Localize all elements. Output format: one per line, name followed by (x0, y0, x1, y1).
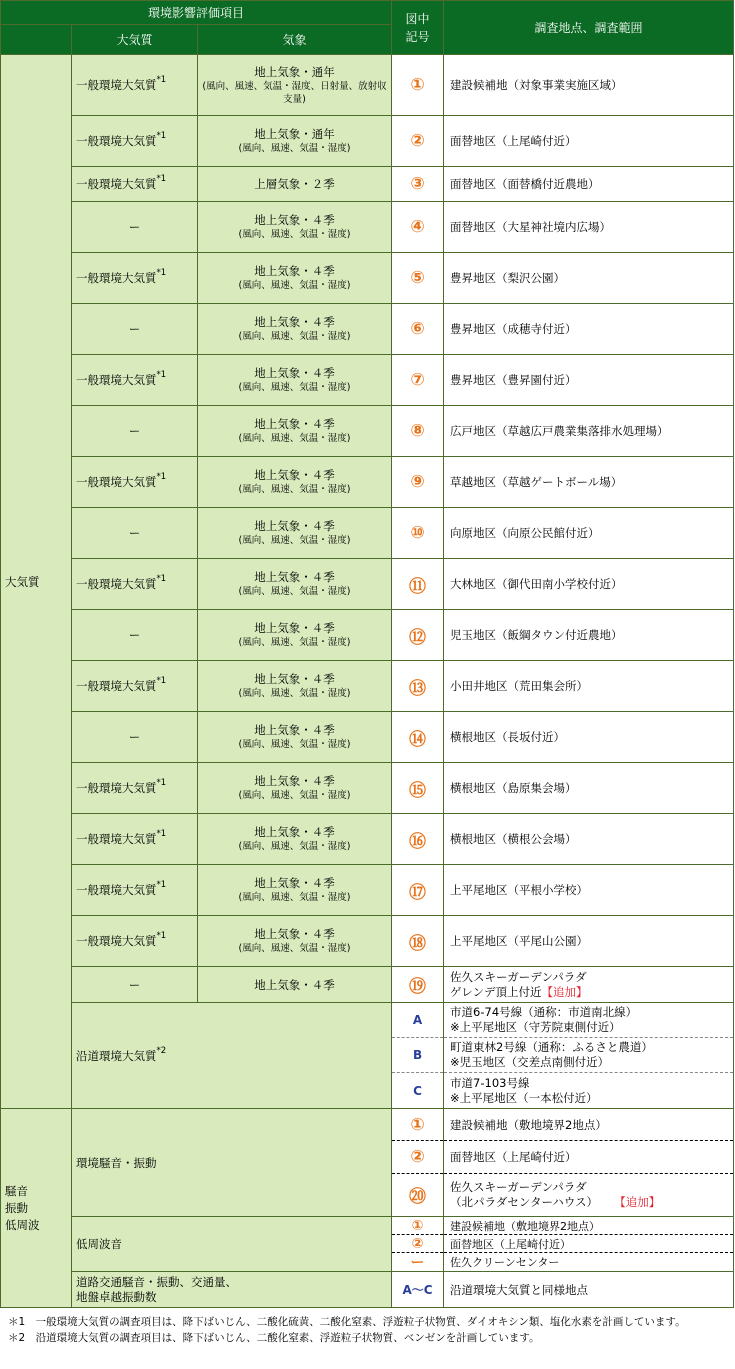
footnote-ref: *1 (156, 778, 167, 788)
observation-label: 地上気象・通年 (254, 64, 335, 79)
footnote-ref: *1 (156, 880, 167, 890)
map-mark: ② (392, 116, 444, 167)
weather-observation (198, 661, 392, 712)
air-quality-label: 一般環境大気質 (76, 271, 157, 285)
survey-location: 面替地区（面替橋付近農地） (444, 167, 734, 202)
air-quality-label: 一般環境大気質 (76, 577, 157, 591)
weather-observation (198, 55, 392, 116)
weather-observation (198, 304, 392, 355)
header-air-quality: 大気質 (72, 25, 198, 55)
weather-observation (198, 559, 392, 610)
table-row (1, 355, 734, 406)
air-quality-type (72, 712, 198, 763)
header-location: 調査地点、調査範囲 (444, 1, 734, 55)
survey-location (444, 1073, 734, 1109)
header-mark-line1: 図中 (405, 11, 430, 26)
added-tag: 【追加】 (620, 1194, 661, 1209)
footnote-ref: *2 (156, 1045, 167, 1056)
survey-location-group (444, 1217, 734, 1272)
table-row (1, 1109, 734, 1217)
survey-location: 横根地区（横根公会場） (444, 814, 734, 865)
air-quality-label: ー (128, 424, 141, 438)
air-quality-type (72, 304, 198, 355)
map-mark: B (392, 1038, 444, 1073)
air-quality-label: 一般環境大気質 (76, 679, 157, 693)
air-quality-type (72, 457, 198, 508)
road-traffic-noise (72, 1272, 392, 1308)
map-mark: ⑮ (392, 763, 444, 814)
air-quality-type (72, 253, 198, 304)
table-row (1, 167, 734, 202)
location-line: ※児玉地区（交差点南側付近） (450, 1055, 610, 1069)
footnote-ref: *1 (156, 75, 167, 85)
weather-observation (198, 355, 392, 406)
table-row (1, 116, 734, 167)
survey-location (444, 1174, 733, 1216)
weather-observation (198, 457, 392, 508)
map-mark: ⑥ (392, 304, 444, 355)
weather-observation (198, 406, 392, 457)
location-line: 佐久スキーガーデンパラダ (450, 969, 587, 984)
survey-location: 佐久クリーンセンター (450, 1256, 560, 1269)
table-row (1, 55, 734, 116)
survey-location: 豊昇地区（成穂寺付近） (444, 304, 734, 355)
environmental-noise-vibration: 環境騒音・振動 (72, 1109, 392, 1217)
category-air-quality: 大気質 (1, 55, 72, 1109)
survey-location: 面替地区（上尾崎付近） (444, 1141, 733, 1174)
observation-items: (風向、風速、気温・湿度) (238, 943, 351, 954)
observation-label: 地上気象・４季 (254, 774, 335, 788)
air-quality-label: 一般環境大気質 (76, 781, 157, 795)
map-mark: ⑰ (392, 865, 444, 916)
observation-label: 地上気象・４季 (254, 519, 335, 533)
observation-label: 地上気象・４季 (254, 672, 335, 686)
map-mark: ⑤ (392, 253, 444, 304)
air-quality-type (72, 763, 198, 814)
map-mark: ① (392, 1110, 443, 1141)
map-mark: ⑭ (392, 712, 444, 763)
observation-items: (風向、風速、気温・湿度) (238, 484, 351, 495)
observation-items: (風向、風速、気温・湿度、日射量、放射収支量) (202, 80, 387, 105)
location-text: （北パラダセンターハウス） (450, 1194, 599, 1209)
observation-items: (風向、風速、気温・湿度) (238, 535, 351, 546)
air-quality-type (72, 355, 198, 406)
survey-location-group (444, 1109, 734, 1217)
map-mark: A (392, 1003, 444, 1038)
survey-location: 広戸地区（草越広戸農業集落排水処理場） (444, 406, 734, 457)
observation-items: (風向、風速、気温・湿度) (238, 586, 351, 597)
air-quality-type (72, 202, 198, 253)
weather-observation (198, 508, 392, 559)
low-frequency-sound: 低周波音 (72, 1217, 392, 1272)
observation-label: 地上気象・４季 (254, 213, 335, 227)
table-row (1, 202, 734, 253)
observation-label: 地上気象・４季 (254, 264, 335, 278)
category-noise: 騒音 振動 低周波 (1, 1109, 72, 1308)
observation-items: (風向、風速、気温・湿度) (238, 433, 351, 444)
table-row (1, 967, 734, 1003)
map-mark: ⑧ (392, 406, 444, 457)
weather-observation (198, 916, 392, 967)
air-quality-type (72, 406, 198, 457)
table-row (1, 1217, 734, 1272)
map-mark: ⑫ (392, 610, 444, 661)
table-row (1, 253, 734, 304)
air-quality-type (72, 916, 198, 967)
air-quality-type: ー (72, 967, 198, 1003)
air-quality-label: 一般環境大気質 (76, 177, 157, 191)
observation-label: 地上気象・４季 (254, 621, 335, 635)
header-assessment-items: 環境影響評価項目 (1, 1, 392, 25)
location-line: 市道6-74号線（通称：市道南北線） (450, 1005, 638, 1019)
weather-observation (198, 202, 392, 253)
location-line: 市道7-103号線 (450, 1075, 530, 1090)
footnote-ref: *1 (156, 268, 167, 278)
footnote-ref: *1 (156, 829, 167, 839)
traffic-label-line: 道路交通騒音・振動、交通量、 (76, 1274, 237, 1289)
table-row (1, 610, 734, 661)
map-mark: ① (392, 55, 444, 116)
footnote-1: ＊1 一般環境大気質の調査項目は、降下ばいじん、二酸化硫黄、二酸化窒素、浮遊粒子状物質、ダイオキシン類、塩化水素を計画しています。 (8, 1316, 686, 1328)
map-mark: ⑦ (392, 355, 444, 406)
map-mark: ⑲ (392, 967, 444, 1003)
weather-observation (198, 712, 392, 763)
observation-items: (風向、風速、気温・湿度) (238, 841, 351, 852)
observation-items: (風向、風速、気温・湿度) (238, 688, 351, 699)
air-quality-label: 一般環境大気質 (76, 832, 157, 846)
added-tag: 【追加】 (541, 984, 588, 999)
air-quality-type (72, 610, 198, 661)
survey-location: 沿道環境大気質と同様地点 (444, 1272, 734, 1308)
observation-items: (風向、風速、気温・湿度) (238, 143, 351, 154)
observation-items: (風向、風速、気温・湿度) (238, 382, 351, 393)
footnote-ref: *1 (156, 676, 167, 686)
survey-location: 大林地区（御代田南小学校付近） (444, 559, 734, 610)
survey-location (444, 1003, 734, 1038)
air-quality-label: ー (128, 220, 141, 234)
table-row (1, 916, 734, 967)
observation-label: 上層気象・２季 (254, 176, 335, 191)
roadside-air-quality (72, 1003, 392, 1109)
map-mark: ② (392, 1235, 443, 1253)
map-mark: A～C (392, 1272, 444, 1308)
table-row (1, 814, 734, 865)
air-quality-label: 一般環境大気質 (76, 475, 157, 489)
survey-location: 小田井地区（荒田集会所） (444, 661, 734, 712)
header-weather: 気象 (198, 25, 392, 55)
survey-location: 豊昇地区（梨沢公園） (444, 253, 734, 304)
air-quality-label: 一般環境大気質 (76, 934, 157, 948)
survey-location: 横根地区（長坂付近） (444, 712, 734, 763)
footnote-ref: *1 (156, 131, 167, 141)
table-row (1, 457, 734, 508)
observation-label: 地上気象・４季 (254, 366, 335, 380)
survey-location: 建設候補地（対象事業実施区域） (444, 55, 734, 116)
observation-items: (風向、風速、気温・湿度) (238, 790, 351, 801)
observation-label: 地上気象・４季 (254, 417, 335, 431)
map-mark: C (392, 1073, 444, 1109)
footnote-ref: *1 (156, 370, 167, 380)
survey-location: 面替地区（上尾崎付近） (444, 1235, 733, 1253)
location-line: 町道東林2号線（通称：ふるさと農道） (450, 1040, 653, 1054)
air-quality-label: 一般環境大気質 (76, 78, 157, 92)
survey-location (444, 1038, 734, 1073)
survey-location: 向原地区（向原公民館付近） (444, 508, 734, 559)
location-line: ※上平尾地区（一本松付近） (450, 1090, 598, 1105)
weather-observation (198, 167, 392, 202)
air-quality-type (72, 559, 198, 610)
survey-location (444, 967, 734, 1003)
survey-location: 面替地区（大星神社境内広場） (444, 202, 734, 253)
map-mark: ⑬ (392, 661, 444, 712)
weather-observation (198, 116, 392, 167)
header-mark-line2: 記号 (405, 29, 430, 44)
survey-location: 建設候補地（敷地境界2地点） (444, 1217, 733, 1235)
map-mark: ⑯ (392, 814, 444, 865)
observation-items: (風向、風速、気温・湿度) (238, 331, 351, 342)
header-mark (392, 1, 444, 55)
traffic-label-line: 地盤卓越振動数 (76, 1289, 157, 1304)
air-quality-label: ー (128, 322, 141, 336)
weather-observation (198, 865, 392, 916)
footnote-ref: *1 (156, 174, 167, 184)
map-mark: ⑪ (392, 559, 444, 610)
table-row (1, 304, 734, 355)
weather-observation: 地上気象・４季 (198, 967, 392, 1003)
footnotes (8, 1314, 730, 1346)
air-quality-type (72, 508, 198, 559)
footnote-ref: *1 (156, 472, 167, 482)
location-line: ※上平尾地区（守芳院東側付近） (450, 1020, 621, 1034)
observation-items: (風向、風速、気温・湿度) (238, 280, 351, 291)
map-mark: ② (392, 1141, 443, 1174)
air-quality-type (72, 167, 198, 202)
map-mark-group (392, 1217, 444, 1272)
table-row (1, 406, 734, 457)
survey-location: 建設候補地（敷地境界2地点） (444, 1110, 733, 1141)
weather-observation (198, 814, 392, 865)
survey-location: 児玉地区（飯綱タウン付近農地） (444, 610, 734, 661)
weather-observation (198, 763, 392, 814)
air-quality-label: 一般環境大気質 (76, 883, 157, 897)
map-mark: ⑳ (409, 1187, 427, 1207)
map-mark: ③ (392, 167, 444, 202)
table-row (1, 1003, 734, 1038)
location-text: ゲレンデ頂上付近 (450, 984, 542, 999)
survey-location: 面替地区（上尾崎付近） (444, 116, 734, 167)
observation-items: (風向、風速、気温・湿度) (238, 892, 351, 903)
map-mark: ④ (392, 202, 444, 253)
survey-location: 横根地区（島原集会場） (444, 763, 734, 814)
table-row (1, 661, 734, 712)
air-quality-label: ー (128, 628, 141, 642)
observation-label: 地上気象・４季 (254, 927, 335, 941)
map-mark: ⑨ (392, 457, 444, 508)
observation-label: 地上気象・４季 (254, 825, 335, 839)
map-mark-group (392, 1109, 444, 1217)
air-quality-label: ー (128, 526, 141, 540)
observation-items: (風向、風速、気温・湿度) (238, 637, 351, 648)
observation-label: 地上気象・４季 (254, 468, 335, 482)
map-mark: ① (392, 1217, 443, 1235)
weather-observation (198, 610, 392, 661)
air-quality-type (72, 865, 198, 916)
air-quality-label: 一般環境大気質 (76, 373, 157, 387)
air-quality-type (72, 116, 198, 167)
air-quality-type (72, 814, 198, 865)
table-row (1, 763, 734, 814)
roadside-label: 沿道環境大気質 (76, 1048, 157, 1063)
table-row (1, 1272, 734, 1308)
air-quality-label: ー (128, 730, 141, 744)
map-mark: ⑩ (392, 508, 444, 559)
survey-location: 草越地区（草越ゲートボール場） (444, 457, 734, 508)
air-quality-type (72, 55, 198, 116)
observation-label: 地上気象・４季 (254, 723, 335, 737)
observation-items: (風向、風速、気温・湿度) (238, 739, 351, 750)
location-line: 佐久スキーガーデンパラダ (450, 1179, 587, 1194)
table-row (1, 559, 734, 610)
observation-label: 地上気象・４季 (254, 876, 335, 890)
weather-observation (198, 253, 392, 304)
map-mark: ー (410, 1255, 425, 1271)
survey-location: 上平尾地区（平尾山公園） (444, 916, 734, 967)
observation-label: 地上気象・４季 (254, 315, 335, 329)
survey-location: 上平尾地区（平根小学校） (444, 865, 734, 916)
table-row (1, 865, 734, 916)
observation-items: (風向、風速、気温・湿度) (238, 229, 351, 240)
footnote-ref: *1 (156, 931, 167, 941)
footnote-ref: *1 (156, 574, 167, 584)
location-line (450, 1195, 733, 1210)
observation-label: 地上気象・通年 (254, 127, 335, 141)
location-line (450, 985, 733, 1000)
air-quality-label: 一般環境大気質 (76, 134, 157, 148)
observation-label: 地上気象・４季 (254, 570, 335, 584)
survey-location: 豊昇地区（豊昇園付近） (444, 355, 734, 406)
map-mark: ⑱ (392, 916, 444, 967)
table-row (1, 712, 734, 763)
table-row (1, 508, 734, 559)
footnote-2: ＊2 沿道環境大気質の調査項目は、降下ばいじん、二酸化窒素、浮遊粒子状物質、ベンゼンを計画しています。 (8, 1332, 540, 1344)
air-quality-type (72, 661, 198, 712)
